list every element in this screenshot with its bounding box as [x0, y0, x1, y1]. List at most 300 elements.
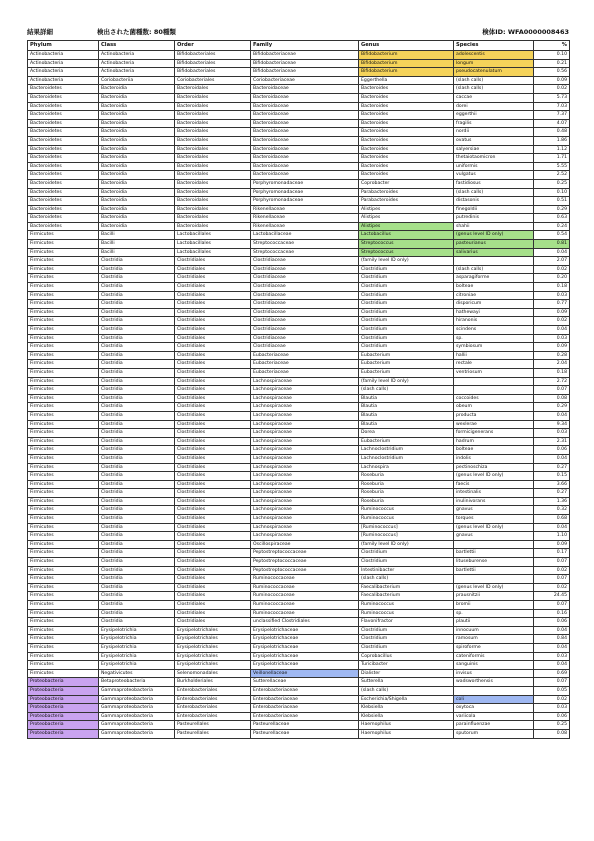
cell-value: 0.03	[534, 429, 570, 438]
cell-value: 0.68	[534, 515, 570, 524]
cell-genus: Blautia	[359, 411, 454, 420]
cell-phylum: Firmicutes	[28, 300, 99, 309]
cell-class: Clostridia	[99, 351, 175, 360]
cell-class: Clostridia	[99, 523, 175, 532]
cell-order: Selenomonadales	[175, 669, 251, 678]
table-row	[28, 712, 570, 721]
cell-genus: [Ruminococcus]	[359, 523, 454, 532]
cell-value: 0.04	[534, 454, 570, 463]
cell-order: Bacteroidales	[175, 205, 251, 214]
cell-class: Bacilli	[99, 248, 175, 257]
cell-order: Enterobacteriales	[175, 686, 251, 695]
table-row	[28, 686, 570, 695]
cell-class: Clostridia	[99, 515, 175, 524]
cell-value: 0.03	[534, 334, 570, 343]
cell-value: 0.09	[534, 540, 570, 549]
cell-phylum: Firmicutes	[28, 549, 99, 558]
cell-phylum: Bacteroidetes	[28, 188, 99, 197]
table-header-row	[28, 41, 570, 51]
table-row	[28, 729, 570, 738]
table-row	[28, 326, 570, 335]
cell-class: Bacteroidia	[99, 162, 175, 171]
cell-order: Enterobacteriales	[175, 695, 251, 704]
cell-class: Clostridia	[99, 506, 175, 515]
cell-phylum: Firmicutes	[28, 532, 99, 541]
table-row	[28, 472, 570, 481]
cell-species: longum	[454, 59, 534, 68]
cell-phylum: Bacteroidetes	[28, 205, 99, 214]
cell-species: sp.	[454, 334, 534, 343]
cell-family: Lachnospiraceae	[251, 377, 359, 386]
cell-family: Clostridiaceae	[251, 308, 359, 317]
cell-genus: Eubacterium	[359, 360, 454, 369]
cell-phylum: Bacteroidetes	[28, 214, 99, 223]
cell-class: Clostridia	[99, 601, 175, 610]
cell-order: Clostridiales	[175, 394, 251, 403]
cell-phylum: Bacteroidetes	[28, 128, 99, 137]
cell-species: symbiosum	[454, 343, 534, 352]
cell-value: 0.04	[534, 523, 570, 532]
cell-order: Bacteroidales	[175, 111, 251, 120]
cell-order: Clostridiales	[175, 265, 251, 274]
cell-genus: Faecalibacterium	[359, 583, 454, 592]
cell-genus: Bacteroides	[359, 111, 454, 120]
cell-class: Clostridia	[99, 308, 175, 317]
table-row	[28, 463, 570, 472]
cell-order: Bacteroidales	[175, 102, 251, 111]
cell-species: torques	[454, 515, 534, 524]
cell-species: ramosum	[454, 635, 534, 644]
cell-family: Lactobacillaceae	[251, 231, 359, 240]
cell-value: 0.18	[534, 368, 570, 377]
cell-class: Clostridia	[99, 575, 175, 584]
cell-species: nordii	[454, 128, 534, 137]
cell-order: Enterobacteriales	[175, 712, 251, 721]
cell-phylum: Proteobacteria	[28, 695, 99, 704]
cell-order: Erysipelotrichales	[175, 643, 251, 652]
cell-phylum: Proteobacteria	[28, 712, 99, 721]
cell-class: Erysipelotrichia	[99, 643, 175, 652]
cell-class: Bacteroidia	[99, 188, 175, 197]
results-table	[27, 40, 570, 739]
cell-value: 0.77	[534, 300, 570, 309]
cell-value: 4.07	[534, 119, 570, 128]
table-row	[28, 368, 570, 377]
cell-genus: Clostridium	[359, 549, 454, 558]
table-row	[28, 231, 570, 240]
table-row	[28, 317, 570, 326]
cell-value: 0.09	[534, 343, 570, 352]
cell-value: 2.72	[534, 377, 570, 386]
cell-species: putredinis	[454, 214, 534, 223]
cell-genus: Sutterella	[359, 678, 454, 687]
cell-family: Pasteurellaceae	[251, 729, 359, 738]
cell-genus: Bacteroides	[359, 85, 454, 94]
cell-species: obeum	[454, 403, 534, 412]
cell-phylum: Firmicutes	[28, 377, 99, 386]
cell-family: Erysipelotrichaceae	[251, 661, 359, 670]
cell-class: Clostridia	[99, 592, 175, 601]
cell-species: coccoides	[454, 394, 534, 403]
cell-species: faecis	[454, 480, 534, 489]
cell-species: shahii	[454, 222, 534, 231]
cell-phylum: Firmicutes	[28, 248, 99, 257]
cell-genus: Dorea	[359, 429, 454, 438]
cell-family: Erysipelotrichaceae	[251, 652, 359, 661]
cell-species: (genus level ID only)	[454, 523, 534, 532]
cell-order: Clostridiales	[175, 532, 251, 541]
cell-value: 0.54	[534, 231, 570, 240]
cell-class: Erysipelotrichia	[99, 661, 175, 670]
cell-phylum: Proteobacteria	[28, 686, 99, 695]
cell-phylum: Firmicutes	[28, 420, 99, 429]
cell-value: 0.15	[534, 472, 570, 481]
cell-order: Clostridiales	[175, 411, 251, 420]
cell-value: 5.73	[534, 93, 570, 102]
cell-order: Clostridiales	[175, 609, 251, 618]
cell-value: 0.06	[534, 446, 570, 455]
cell-phylum: Firmicutes	[28, 317, 99, 326]
col-phylum: Phylum	[28, 41, 99, 51]
cell-order: Clostridiales	[175, 291, 251, 300]
cell-value: 0.07	[534, 601, 570, 610]
cell-order: Bacteroidales	[175, 85, 251, 94]
table-row	[28, 480, 570, 489]
cell-phylum: Bacteroidetes	[28, 102, 99, 111]
cell-genus: Flavonifractor	[359, 618, 454, 627]
cell-value: 0.20	[534, 274, 570, 283]
cell-order: Bifidobacteriales	[175, 68, 251, 77]
table-row	[28, 248, 570, 257]
cell-family: Bacteroidaceae	[251, 93, 359, 102]
cell-species: (genus level ID only)	[454, 583, 534, 592]
cell-phylum: Firmicutes	[28, 463, 99, 472]
cell-order: Clostridiales	[175, 368, 251, 377]
cell-class: Clostridia	[99, 265, 175, 274]
cell-species: producta	[454, 411, 534, 420]
cell-species: bolteae	[454, 283, 534, 292]
cell-genus: Bacteroides	[359, 119, 454, 128]
cell-phylum: Firmicutes	[28, 601, 99, 610]
cell-genus: Parabacteroides	[359, 197, 454, 206]
cell-class: Actinobacteria	[99, 68, 175, 77]
cell-family: Lachnospiraceae	[251, 437, 359, 446]
cell-phylum: Firmicutes	[28, 472, 99, 481]
cell-genus: Ruminococcus	[359, 506, 454, 515]
cell-family: Eubacteriaceae	[251, 360, 359, 369]
cell-phylum: Bacteroidetes	[28, 119, 99, 128]
cell-phylum: Firmicutes	[28, 506, 99, 515]
cell-class: Gammaproteobacteria	[99, 686, 175, 695]
cell-phylum: Firmicutes	[28, 394, 99, 403]
cell-phylum: Firmicutes	[28, 497, 99, 506]
cell-family: Pasteurellaceae	[251, 721, 359, 730]
cell-family: Erysipelotrichaceae	[251, 635, 359, 644]
table-row	[28, 274, 570, 283]
cell-phylum: Firmicutes	[28, 480, 99, 489]
cell-species	[454, 386, 534, 395]
cell-species: wexlerae	[454, 420, 534, 429]
cell-genus: Bacteroides	[359, 93, 454, 102]
cell-class: Bacteroidia	[99, 179, 175, 188]
cell-family: Clostridiaceae	[251, 343, 359, 352]
cell-class: Gammaproteobacteria	[99, 729, 175, 738]
cell-order: Clostridiales	[175, 257, 251, 266]
cell-family: Clostridiaceae	[251, 291, 359, 300]
cell-value: 0.27	[534, 463, 570, 472]
cell-class: Clostridia	[99, 291, 175, 300]
cell-order: Clostridiales	[175, 429, 251, 438]
table-row	[28, 661, 570, 670]
cell-species: bartlettii	[454, 566, 534, 575]
cell-species: (slash calls)	[454, 85, 534, 94]
table-row	[28, 265, 570, 274]
cell-species: sputorum	[454, 729, 534, 738]
cell-phylum: Actinobacteria	[28, 68, 99, 77]
table-row	[28, 635, 570, 644]
cell-species	[454, 377, 534, 386]
cell-phylum: Bacteroidetes	[28, 111, 99, 120]
cell-family: Porphyromonadaceae	[251, 188, 359, 197]
cell-species: oxytoca	[454, 704, 534, 713]
cell-genus: Blautia	[359, 403, 454, 412]
cell-family: Lachnospiraceae	[251, 532, 359, 541]
cell-family: Erysipelotrichaceae	[251, 626, 359, 635]
cell-family: Lachnospiraceae	[251, 429, 359, 438]
cell-genus: Clostridium	[359, 300, 454, 309]
cell-value: 0.04	[534, 248, 570, 257]
table-row	[28, 506, 570, 515]
cell-species: rectale	[454, 360, 534, 369]
cell-phylum: Proteobacteria	[28, 721, 99, 730]
table-row	[28, 197, 570, 206]
table-row	[28, 179, 570, 188]
cell-genus: Klebsiella	[359, 704, 454, 713]
cell-order: Lactobacillales	[175, 240, 251, 249]
cell-phylum: Bacteroidetes	[28, 222, 99, 231]
table-row	[28, 411, 570, 420]
cell-family: Eubacteriaceae	[251, 368, 359, 377]
cell-class: Betaproteobacteria	[99, 678, 175, 687]
cell-species: pseudocatenulatum	[454, 68, 534, 77]
cell-order: Clostridiales	[175, 463, 251, 472]
cell-phylum: Firmicutes	[28, 343, 99, 352]
table-row	[28, 154, 570, 163]
cell-species: lituseburense	[454, 558, 534, 567]
cell-species: sanguinis	[454, 661, 534, 670]
cell-phylum: Bacteroidetes	[28, 93, 99, 102]
cell-family: Enterobacteriaceae	[251, 704, 359, 713]
cell-class: Clostridia	[99, 472, 175, 481]
cell-class: Clostridia	[99, 317, 175, 326]
cell-family: Lachnospiraceae	[251, 497, 359, 506]
cell-class: Clostridia	[99, 360, 175, 369]
cell-species: spiroforme	[454, 643, 534, 652]
cell-class: Clostridia	[99, 618, 175, 627]
cell-phylum: Actinobacteria	[28, 76, 99, 85]
col-order: Order	[175, 41, 251, 51]
cell-phylum: Proteobacteria	[28, 704, 99, 713]
cell-species: vulgatus	[454, 171, 534, 180]
table-row	[28, 420, 570, 429]
cell-genus: [Ruminococcus]	[359, 532, 454, 541]
cell-value: 24.45	[534, 592, 570, 601]
cell-class: Erysipelotrichia	[99, 626, 175, 635]
table-row	[28, 489, 570, 498]
cell-class: Bacteroidia	[99, 214, 175, 223]
cell-value: 0.07	[534, 558, 570, 567]
cell-genus: Alistipes	[359, 222, 454, 231]
table-row	[28, 446, 570, 455]
cell-class: Clostridia	[99, 437, 175, 446]
table-row	[28, 334, 570, 343]
cell-value: 0.08	[534, 729, 570, 738]
cell-genus: Clostridium	[359, 317, 454, 326]
table-row	[28, 85, 570, 94]
cell-order: Bacteroidales	[175, 162, 251, 171]
cell-order: Clostridiales	[175, 575, 251, 584]
cell-order: Erysipelotrichales	[175, 661, 251, 670]
cell-class: Clostridia	[99, 463, 175, 472]
cell-class: Clostridia	[99, 257, 175, 266]
cell-value: 0.28	[534, 351, 570, 360]
cell-genus: Clostridium	[359, 558, 454, 567]
cell-family: Bacteroidaceae	[251, 85, 359, 94]
cell-value: 0.25	[534, 179, 570, 188]
table-row	[28, 351, 570, 360]
cell-phylum: Bacteroidetes	[28, 85, 99, 94]
cell-phylum: Actinobacteria	[28, 51, 99, 60]
cell-phylum: Firmicutes	[28, 592, 99, 601]
table-row	[28, 394, 570, 403]
cell-class: Clostridia	[99, 300, 175, 309]
cell-value: 0.81	[534, 240, 570, 249]
table-row	[28, 214, 570, 223]
cell-family: Ruminococcaceae	[251, 575, 359, 584]
cell-phylum: Firmicutes	[28, 274, 99, 283]
table-row	[28, 626, 570, 635]
cell-value: 0.02	[534, 317, 570, 326]
cell-value: 0.02	[534, 85, 570, 94]
cell-value: 0.69	[534, 669, 570, 678]
table-row	[28, 343, 570, 352]
cell-species: (slash calls)	[454, 76, 534, 85]
cell-family: Bifidobacteriaceae	[251, 51, 359, 60]
cell-species: formicigenerans	[454, 429, 534, 438]
cell-class: Clostridia	[99, 446, 175, 455]
cell-class: Clostridia	[99, 566, 175, 575]
cell-family: Lachnospiraceae	[251, 446, 359, 455]
cell-genus: Haemophilus	[359, 721, 454, 730]
cell-species: hallii	[454, 351, 534, 360]
cell-phylum: Firmicutes	[28, 652, 99, 661]
table-row	[28, 695, 570, 704]
table-row	[28, 652, 570, 661]
table-row	[28, 609, 570, 618]
table-row	[28, 377, 570, 386]
cell-order: Clostridiales	[175, 523, 251, 532]
table-row	[28, 721, 570, 730]
cell-phylum: Proteobacteria	[28, 729, 99, 738]
cell-genus: Roseburia	[359, 497, 454, 506]
cell-genus: Streptococcus	[359, 240, 454, 249]
cell-family: Bacteroidaceae	[251, 111, 359, 120]
cell-phylum: Firmicutes	[28, 411, 99, 420]
cell-value: 0.06	[534, 618, 570, 627]
cell-class: Negativicutes	[99, 669, 175, 678]
cell-genus: (family level ID only)	[359, 540, 454, 549]
cell-species: gnavus	[454, 532, 534, 541]
cell-genus: Bacteroides	[359, 162, 454, 171]
cell-order: Bacteroidales	[175, 93, 251, 102]
cell-species: cateniformis	[454, 652, 534, 661]
cell-value: 2.07	[534, 257, 570, 266]
cell-genus: Clostridium	[359, 283, 454, 292]
cell-order: Enterobacteriales	[175, 704, 251, 713]
table-row	[28, 678, 570, 687]
cell-genus: Ruminococcus	[359, 609, 454, 618]
cell-family: Bifidobacteriaceae	[251, 59, 359, 68]
cell-class: Clostridia	[99, 532, 175, 541]
table-row	[28, 162, 570, 171]
cell-genus: Blautia	[359, 394, 454, 403]
cell-order: Lactobacillales	[175, 231, 251, 240]
cell-phylum: Firmicutes	[28, 334, 99, 343]
table-row	[28, 643, 570, 652]
cell-genus: Clostridium	[359, 265, 454, 274]
cell-order: Clostridiales	[175, 480, 251, 489]
cell-genus: Bifidobacterium	[359, 59, 454, 68]
cell-species: indolis	[454, 454, 534, 463]
table-row	[28, 119, 570, 128]
cell-phylum: Firmicutes	[28, 386, 99, 395]
cell-species: (slash calls)	[454, 188, 534, 197]
table-row	[28, 454, 570, 463]
cell-order: Clostridiales	[175, 472, 251, 481]
cell-family: Clostridiaceae	[251, 274, 359, 283]
cell-value: 0.18	[534, 283, 570, 292]
cell-phylum: Firmicutes	[28, 523, 99, 532]
cell-species: ventriosum	[454, 368, 534, 377]
cell-genus: Escherichia/Shigella	[359, 695, 454, 704]
cell-phylum: Bacteroidetes	[28, 145, 99, 154]
cell-family: Porphyromonadaceae	[251, 179, 359, 188]
cell-family: Clostridiaceae	[251, 257, 359, 266]
cell-genus: Clostridium	[359, 326, 454, 335]
cell-class: Erysipelotrichia	[99, 635, 175, 644]
cell-class: Bacteroidia	[99, 93, 175, 102]
cell-order: Bacteroidales	[175, 119, 251, 128]
cell-family: Rikenellaceae	[251, 214, 359, 223]
cell-value: 0.84	[534, 635, 570, 644]
cell-species: innocuum	[454, 626, 534, 635]
cell-species: gnavus	[454, 506, 534, 515]
cell-order: Bifidobacteriales	[175, 51, 251, 60]
cell-order: Clostridiales	[175, 343, 251, 352]
cell-phylum: Firmicutes	[28, 437, 99, 446]
cell-family: Ruminococcaceae	[251, 583, 359, 592]
table-row	[28, 68, 570, 77]
cell-value: 0.04	[534, 411, 570, 420]
cell-value: 0.03	[534, 291, 570, 300]
table-row	[28, 145, 570, 154]
cell-order: Clostridiales	[175, 446, 251, 455]
table-row	[28, 51, 570, 60]
cell-class: Clostridia	[99, 377, 175, 386]
cell-family: Coriobacteriaceae	[251, 76, 359, 85]
cell-species: bromii	[454, 601, 534, 610]
cell-class: Bacteroidia	[99, 154, 175, 163]
